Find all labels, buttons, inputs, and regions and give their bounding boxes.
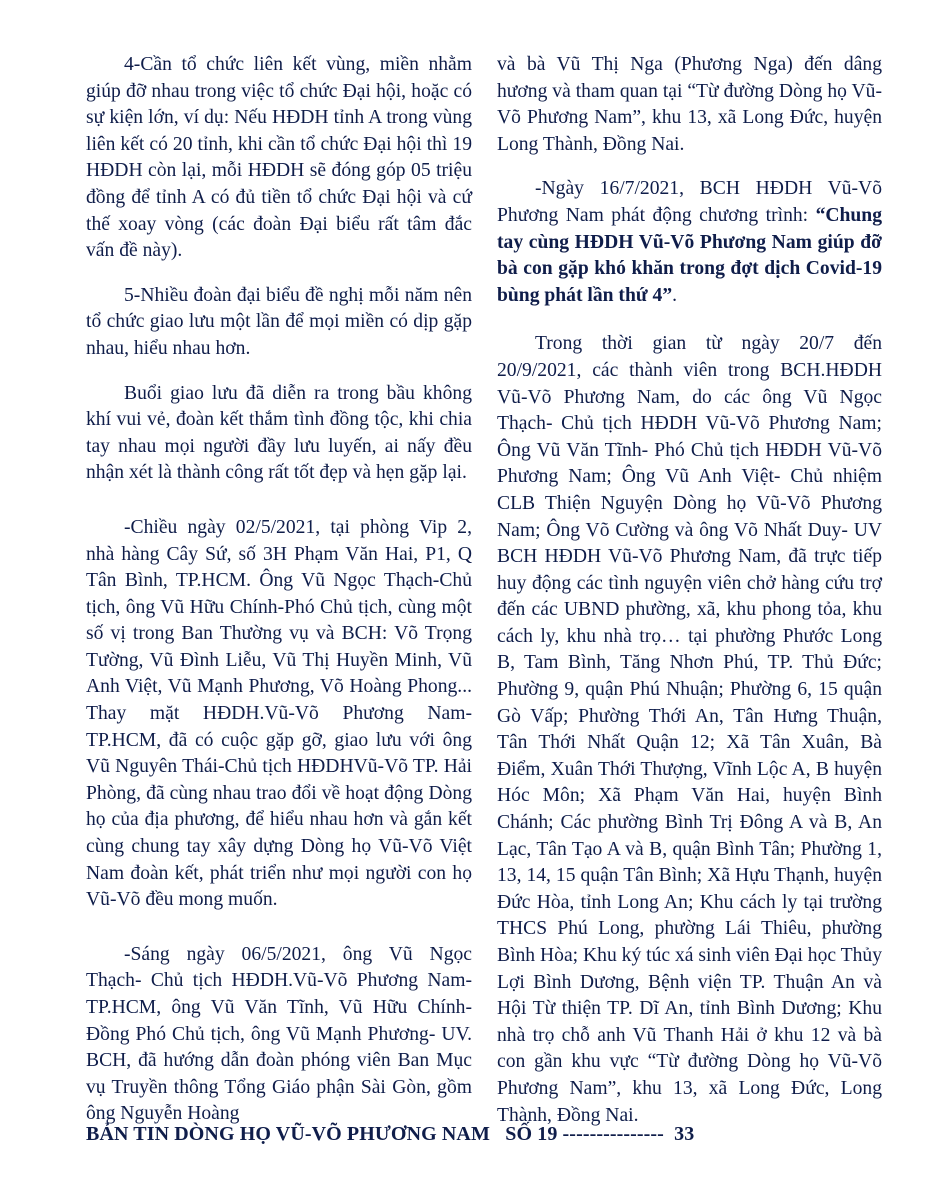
paragraph-visit-06-05: -Sáng ngày 06/5/2021, ông Vũ Ngọc Thạch- Chủ tịch HĐDH.Vũ-Võ Phương Nam-TP.HCM, ông Vũ Văn Tĩnh, Vũ Hữu Chính- Đồng Phó Chủ tịch, ông Vũ Mạnh Phương- UV. BCH, đã hướng dẫn đoàn phóng viên Ban Mục vụ Truyền thông Tổng Giáo phận Sài Gòn, gồm ông Nguyễn Hoàng (86, 943, 472, 1125)
paragraph-exchange-summary: Buổi giao lưu đã diễn ra trong bầu không khí vui vẻ, đoàn kết thắm tình đồng tộc, khi chia tay nhau mọi người đầy lưu luyến, ai nấy đều nhận xét là thành công rất tốt đẹp và hẹn gặp lại. (86, 382, 472, 484)
footer-publication-title: BẢN TIN DÒNG HỌ VŨ-VÕ PHƯƠNG NAM (86, 1123, 490, 1145)
paragraph-visit-continued: và bà Vũ Thị Nga (Phương Nga) đến dâng hương và tham quan tại “Từ đường Dòng họ Vũ-Võ Phương Nam”, khu 13, xã Long Đức, huyện Long Thành, Đồng Nai. (497, 54, 882, 155)
footer-page-number: 33 (674, 1123, 695, 1145)
campaign-title: “Chung tay cùng HĐDH Vũ-Võ Phương Nam giúp đỡ bà con gặp khó khăn trong đợt dịch Covid-19 bùng phát lần thứ 4” (497, 204, 882, 306)
paragraph-campaign-launch (497, 176, 882, 309)
footer-issue-number: SỐ 19 --------------- (505, 1123, 664, 1145)
paragraph-regional-linkage: 4-Cần tổ chức liên kết vùng, miền nhằm giúp đỡ nhau trong việc tổ chức Đại hội, hoặc có sự kiện lớn, ví dụ: Nếu HĐDH tỉnh A trong vùng liên kết có 20 tỉnh, khi cần tổ chức Đại hội thì 19 HĐDH còn lại, mỗi HĐDH sẽ đóng góp 05 triệu đồng để tỉnh A có đủ tiền tổ chức Đại hội và cứ thế xoay vòng (các đoàn Đại biểu rất tâm đắc vấn đề này). (86, 54, 472, 262)
left-column (86, 52, 472, 1128)
paragraph-meeting-02-05: -Chiều ngày 02/5/2021, tại phòng Vip 2, nhà hàng Cây Sứ, số 3H Phạm Văn Hai, P1, Q Tân Bình, TP.HCM. Ông Vũ Ngọc Thạch-Chủ tịch, ông Vũ Hữu Chính-Phó Chủ tịch, cùng một số vị trong Ban Thường vụ và BCH: Võ Trọng Tường, Vũ Đình Liễu, Vũ Thị Huyền Minh, Vũ Anh Việt, Vũ Mạnh Phương, Võ Hoàng Phong... Thay mặt HĐDH.Vũ-Võ Phương Nam-TP.HCM, đã có cuộc gặp gỡ, giao lưu với ông Vũ Nguyên Thái-Chủ tịch HĐDHVũ-Võ TP. Hải Phòng, đã cùng nhau trao đổi về hoạt động Dòng họ của địa phương, để hiểu nhau hơn và gắn kết cùng chung tay xây dựng Dòng họ Vũ-Võ Việt Nam đoàn kết, phát triển như mọi người con họ Vũ-Võ đều mong muốn. (86, 516, 472, 911)
campaign-intro-text: -Ngày 16/7/2021, BCH HĐDH Vũ-Võ Phương Nam phát động chương trình: (497, 178, 882, 226)
campaign-title-period: . (672, 284, 678, 306)
paragraph-annual-exchange: 5-Nhiều đoàn đại biểu đề nghị mỗi năm nên tổ chức giao lưu một lần để mọi miền có dịp gặp nhau, hiểu nhau hơn. (86, 284, 472, 359)
right-column (497, 52, 882, 1129)
page-footer (86, 1123, 694, 1146)
paragraph-relief-activities: Trong thời gian từ ngày 20/7 đến 20/9/2021, các thành viên trong BCH.HĐDH Vũ-Võ Phương Nam, do các ông Vũ Ngọc Thạch- Chủ tịch HĐDH Vũ-Võ Phương Nam; Ông Vũ Văn Tĩnh- Phó Chủ tịch HĐDH Vũ-Võ Phương Nam; Ông Vũ Anh Việt- Chủ nhiệm CLB Thiện Nguyện Dòng họ Vũ-Võ Phương Nam; Ông Võ Cường và ông Võ Nhất Duy- UV BCH HĐDH Vũ-Võ Phương Nam, đã trực tiếp huy động các tình nguyện viên chở hàng cứu trợ đến các UBND phường, xã, khu phong tỏa, khu cách ly, khu nhà trọ… tại phường Phước Long B, Tam Bình, Tăng Nhơn Phú, TP. Thủ Đức; Phường 9, quận Phú Nhuận; Phường 6, 15 quận Gò Vấp; Phường Thới An, Tân Hưng Thuận, Tân Thới Nhất Quận 12; Xã Tân Xuân, Bà Điểm, Xuân Thới Thượng, Vĩnh Lộc A, B huyện Hóc Môn; Xã Phạm Văn Hai, huyện Bình Chánh; Các phường Bình Trị Đông A và B, An Lạc, Tân Tạo A và B, quận Bình Tân; Phường 1, 13, 14, 15 quận Tân Bình; Xã Hựu Thạnh, huyện Đức Hòa, tỉnh Long An; Khu cách ly tại trường THCS Phú Long, phường Lái Thiêu, phường Bình Hòa; Khu ký túc xá sinh viên Đại học Thủy Lợi Bình Dương, Bệnh viện TP. Thuận An và Hội Từ thiện TP. Dĩ An, tỉnh Bình Dương; Khu nhà trọ chỗ anh Vũ Thanh Hải ở khu 12 và bà con gần khu vực “Từ đường Dòng họ Vũ-Võ Phương Nam”, khu 13, xã Long Đức, Long Thành, Đồng Nai. (497, 333, 882, 1126)
